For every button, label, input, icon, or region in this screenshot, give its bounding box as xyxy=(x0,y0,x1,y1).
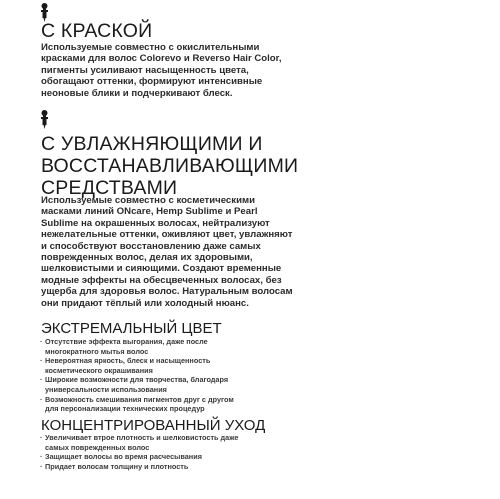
list-item-text: Придает волосам толщину и плотность xyxy=(45,461,189,471)
body-line: Используемые совместно с окислительными xyxy=(41,42,260,53)
body-line: поврежденных волос, делая их здоровыми, xyxy=(41,252,253,264)
list-item-text: Возможность смешивания пигментов друг с другом xyxy=(45,394,234,404)
list-item xyxy=(40,452,238,462)
body-line: Используемые совместно с косметическими xyxy=(41,195,255,206)
list-item-text: Широкие возможности для творчества, благодаря xyxy=(45,375,229,385)
bullet: · xyxy=(40,452,43,462)
extreme-color-heading: ЭКСТРЕМАЛЬНЫЙ ЦВЕТ xyxy=(41,320,222,337)
body-line: обогащают оттенки, формируют интенсивные xyxy=(41,76,263,88)
body-line: пигменты усиливают насыщенность цвета, xyxy=(41,64,249,76)
list-item-continuation: для персонализации технических процедур xyxy=(45,404,205,414)
list-item xyxy=(40,375,234,394)
list-item xyxy=(40,433,238,452)
section-title-with-dye: С КРАСКОЙ xyxy=(41,20,153,42)
list-item-text: Увеличивает втрое плотность и шелковистость даже xyxy=(45,433,239,442)
section-title-line: С УВЛАЖНЯЮЩИМИ И xyxy=(41,133,263,155)
section-body-with-dye xyxy=(41,42,282,99)
section-title-line: ВОССТАНАВЛИВАЮЩИМИ xyxy=(41,155,299,177)
bullet: · xyxy=(40,433,43,442)
section-title-line: СРЕДСТВАМИ xyxy=(41,177,178,199)
body-line: и способствуют восстановлению даже самых xyxy=(41,240,261,252)
bullet: · xyxy=(40,337,43,346)
bullet: · xyxy=(40,394,43,404)
list-item xyxy=(40,356,234,375)
list-item-text: Невероятная яркость, блеск и насыщенность xyxy=(45,356,211,366)
section-title-moisturizing xyxy=(41,133,298,199)
list-item xyxy=(40,395,234,414)
body-line: модные эффекты на обесцвеченных волосах, без xyxy=(41,274,282,286)
list-item-text: Отсутствие эффекта выгорания, даже после xyxy=(45,337,208,346)
list-item xyxy=(40,462,238,472)
concentrated-care-list xyxy=(40,433,238,471)
body-line: нежелательные оттенки, оживляют цвет, увлажняют xyxy=(41,229,293,241)
body-line: масками линий ONcare, Hemp Sublime и Pearl xyxy=(41,206,258,218)
concentrated-care-heading: КОНЦЕНТРИРОВАННЫЙ УХОД xyxy=(41,417,266,434)
body-line: Sublime на окрашенных волосах, нейтрализуют xyxy=(41,217,270,229)
list-item-continuation: самых поврежденных волос xyxy=(45,442,150,452)
list-item-continuation: многократного мытья волос xyxy=(45,346,149,356)
section-body-moisturizing xyxy=(41,195,293,309)
body-line: они придают тёплый или холодный нюанс. xyxy=(41,297,249,309)
body-line: неоновые блики и подчеркивают блеск. xyxy=(41,87,233,99)
extreme-color-list xyxy=(40,337,234,414)
bullet: · xyxy=(40,375,43,385)
body-line: ущерба для здоровья волос. Натуральным волосам xyxy=(41,286,293,298)
list-item-continuation: универсальности использования xyxy=(45,384,167,394)
body-line: красками для волос Colorevo и Reverso Hair Color, xyxy=(41,53,282,65)
body-line: шелковистыми и сияющими. Создают временные xyxy=(41,263,282,275)
list-item xyxy=(40,337,234,356)
pipette-dropper-icon xyxy=(40,110,49,130)
list-item-text: Защищает волосы во время расчесывания xyxy=(45,452,202,462)
list-item-continuation: косметического окрашивания xyxy=(45,365,153,375)
bullet: · xyxy=(40,461,43,471)
bullet: · xyxy=(40,356,43,366)
